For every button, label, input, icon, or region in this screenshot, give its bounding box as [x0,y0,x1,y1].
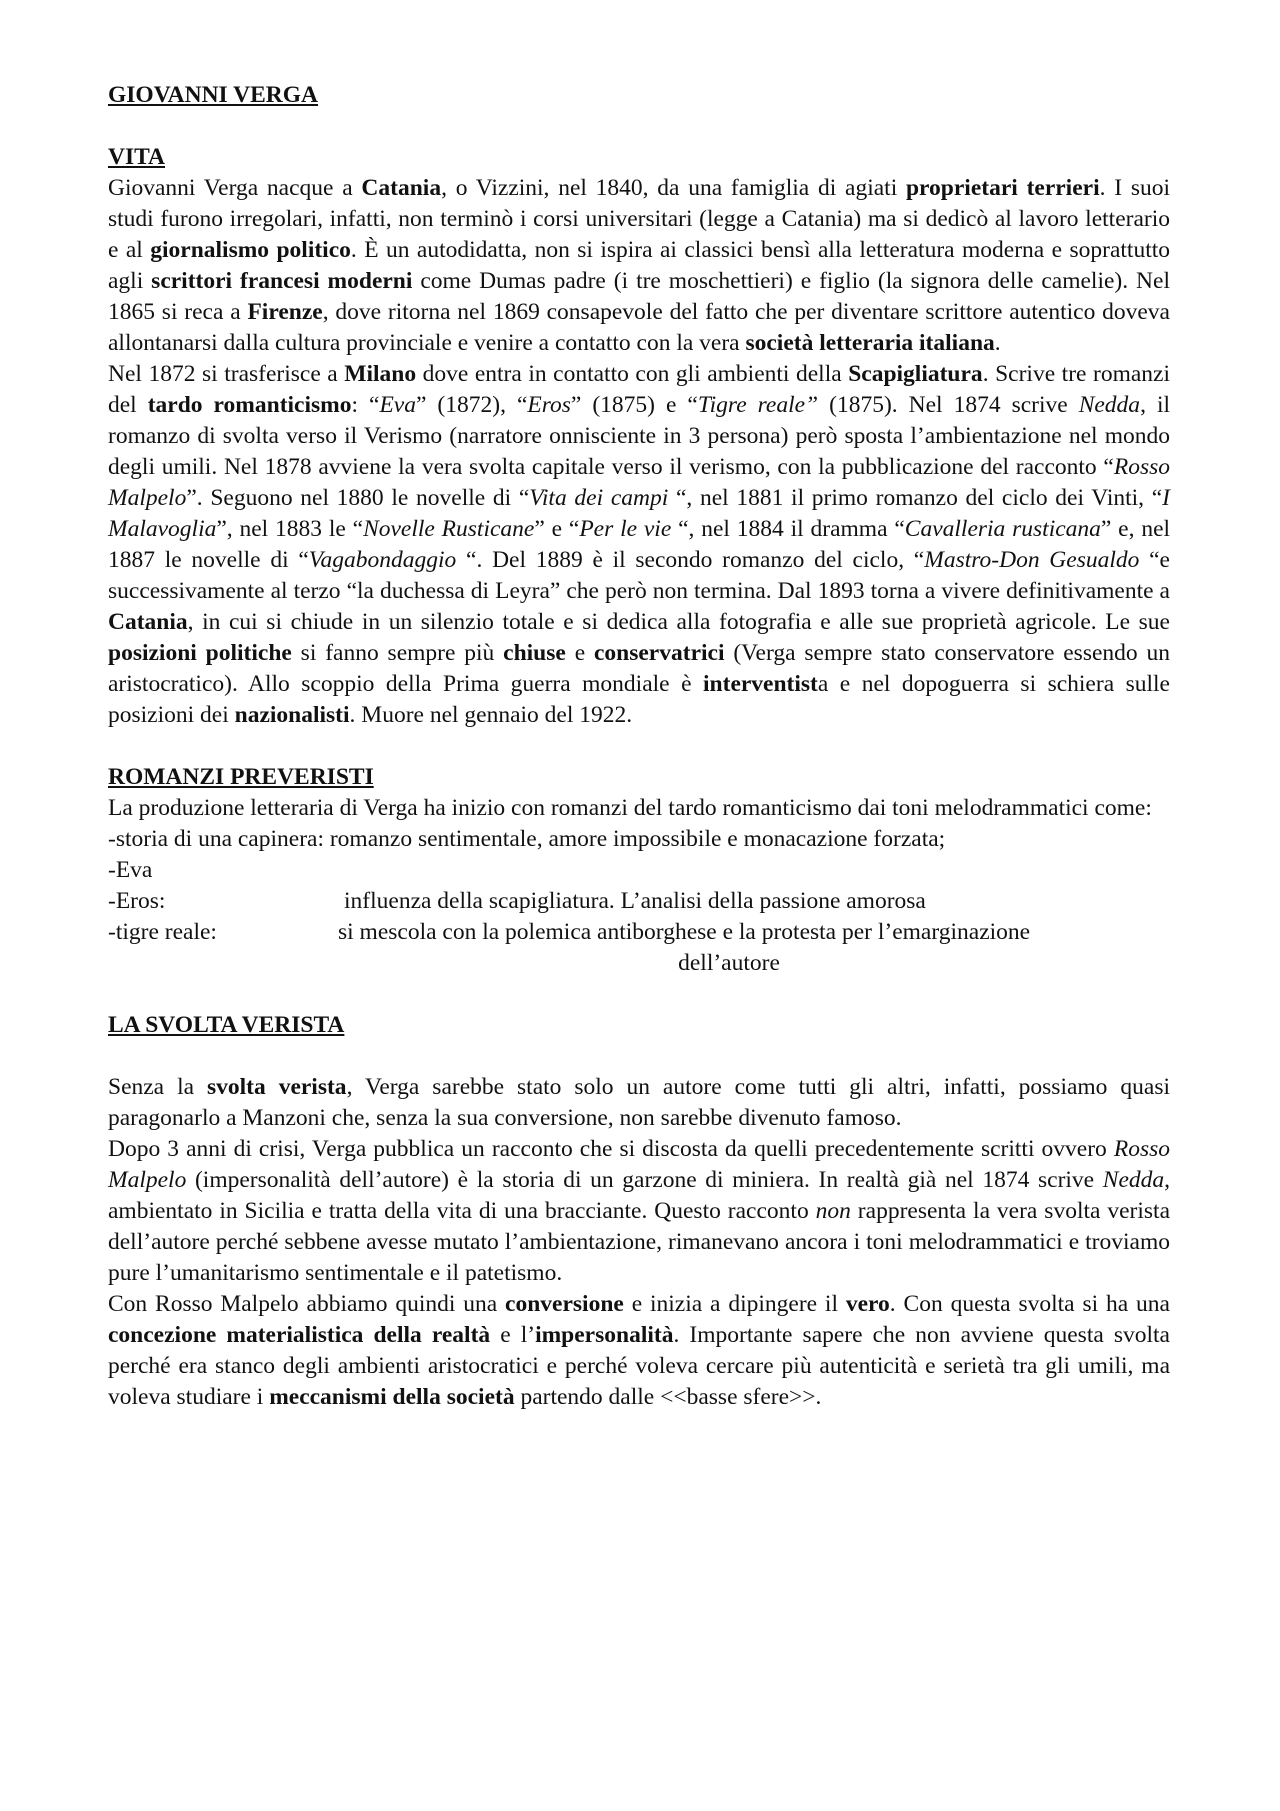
list-item: -storia di una capinera: romanzo sentimentale, amore impossibile e monacazione forzata; [108,826,946,852]
bold-text: concezione materialistica della realtà [108,1322,491,1348]
svolta-paragraph-3 [108,1289,1170,1413]
text-run: . [994,330,1001,356]
section-heading-vita: VITA [108,144,166,170]
text-run: ” (1875) e “ [570,392,698,418]
text-run: : “ [351,392,380,418]
list-item-description: si mescola con la polemica antiborghese e la protesta per l’emarginazione [338,919,1031,945]
section-heading-svolta: LA SVOLTA VERISTA [108,1012,345,1038]
text-run: . I suoi studi furono irregolari, infatti, non terminò i corsi universitari (legge a Catania) ma si dedicò al lavoro letterario e al [108,175,1171,263]
text-run: e inizia a dipingere il [623,1291,846,1317]
text-run: . Muore nel gennaio del 1922. [349,702,633,728]
bold-text: posizioni politiche [108,640,292,666]
text-run: , in cui si chiude in un silenzio totale e si dedica alla fotografia e alle sue proprietà agricole. Le sue [187,609,1170,635]
italic-text: Vagabondaggio [308,547,457,573]
text-run: ” (1872), “ [416,392,528,418]
bold-text: giornalismo politico [150,237,351,263]
bold-text: impersonalità [535,1322,674,1348]
text-run: a e nel dopoguerra si schiera sulle posizioni dei [108,671,1170,728]
vita-paragraph-2 [108,359,1170,731]
italic-text: Vita dei campi [529,485,669,511]
text-run: Giovanni Verga nacque a [108,175,362,201]
bold-text: interventist [703,671,818,697]
bold-text: conversione [505,1291,624,1317]
list-item [108,917,1170,948]
italic-text: Mastro-Don Gesualdo [924,547,1140,573]
italic-text: non [815,1198,851,1224]
document-title: GIOVANNI VERGA [108,82,319,108]
text-run: Senza la [108,1074,207,1100]
bold-text: Firenze [247,299,323,325]
italic-text: Tigre reale” [697,392,819,418]
text-run: . Con questa svolta si ha una [889,1291,1170,1317]
text-run: , o Vizzini, nel 1840, da una famiglia di agiati [441,175,906,201]
bold-text: società letteraria italiana [745,330,995,356]
text-run: partendo dalle <<basse sfere>>. [514,1384,822,1410]
text-run: “e successivamente al terzo “la duchessa di Leyra” che però non termina. Dal 1893 torna a vivere definitivamente a [108,547,1170,604]
text-run: dove entra in contatto con gli ambienti della [416,361,849,387]
bold-text: Catania [108,609,188,635]
section-heading-preveristi: ROMANZI PREVERISTI [108,764,374,790]
bold-text: meccanismi della società [269,1384,515,1410]
text-run: e l’ [490,1322,536,1348]
bold-text: proprietari terrieri [905,175,1100,201]
preveristi-intro: La produzione letteraria di Verga ha inizio con romanzi del tardo romanticismo dai toni melodrammatici come: [108,795,1152,821]
text-run: ” e, nel 1887 le novelle di “ [108,516,1171,573]
italic-text: Nedda [1102,1167,1165,1193]
text-run: , dove ritorna nel 1869 consapevole del fatto che per diventare scrittore autentico doveva allontanarsi dalla cultura provinciale e venire a contatto con la vera [108,299,1170,356]
text-run: come Dumas padre (i tre moschettieri) e figlio (la signora delle camelie). Nel 1865 si reca a [108,268,1170,325]
bold-text: scrittori francesi moderni [151,268,413,294]
text-run: . È un autodidatta, non si ispira ai classici bensì alla letteratura moderna e soprattutto agli [108,237,1170,294]
text-run: “, nel 1884 il dramma “ [671,516,905,542]
bold-text: Scapigliatura [848,361,983,387]
bold-text: Milano [344,361,417,387]
italic-text: Eros [527,392,571,418]
bold-text: svolta verista [206,1074,347,1100]
text-run: “, nel 1881 il primo romanzo del ciclo dei Vinti, “ [668,485,1163,511]
text-run: “. Del 1889 è il secondo romanzo del ciclo, “ [456,547,925,573]
bold-text: vero [845,1291,890,1317]
bold-text: chiuse [503,640,566,666]
text-run: , Verga sarebbe stato solo un autore come tutti gli altri, infatti, possiamo quasi paragonarlo a Manzoni che, senza la sua conversione, non sarebbe divenuto famoso. [108,1074,1170,1131]
text-run: rappresenta la vera svolta verista dell’autore perché sebbene avesse mutato l’ambientazione, rimanevano ancora i toni melodrammatici e troviamo pure l’umanitarismo sentimentale e il patetismo. [108,1198,1171,1286]
vita-paragraph-1 [108,173,1170,359]
text-run: ”. Seguono nel 1880 le novelle di “ [186,485,530,511]
bold-text: nazionalisti [234,702,350,728]
document-page [108,80,1170,1413]
list-item: -Eva [108,857,153,883]
italic-text: Cavalleria rusticana [904,516,1101,542]
italic-text: Rosso Malpelo [108,1136,1170,1193]
italic-text: I Malavoglia [108,485,1170,542]
italic-text: Nedda [1078,392,1141,418]
list-item-label: -tigre reale: [108,919,217,945]
text-run: (Verga sempre stato conservatore essendo un aristocratico). Allo scoppio della Prima guerra mondiale è [108,640,1170,697]
list-item-label: -Eros: [108,888,166,914]
text-run: Con Rosso Malpelo abbiamo quindi una [108,1291,506,1317]
text-run: e [565,640,594,666]
italic-text: Per le vie [579,516,672,542]
list-item-description-continued: dell’autore [678,950,780,976]
text-run: si fanno sempre più [291,640,504,666]
text-run: , ambientato in Sicilia e tratta della vita di una bracciante. Questo racconto [108,1167,1170,1224]
text-run: , il romanzo di svolta verso il Verismo (narratore onnisciente in 3 persona) però sposta l’ambientazione nel mondo degli umili. Nel 1878 avviene la vera svolta capitale verso il verismo, con la pubblicazione del racconto “ [108,392,1170,480]
svolta-paragraph-1 [108,1072,1170,1134]
text-run: (1875). Nel 1874 scrive [818,392,1079,418]
italic-text: Rosso Malpelo [108,454,1170,511]
list-item [108,886,1170,917]
text-run: . Importante sapere che non avviene questa svolta perché era stanco degli ambienti aristocratici e perché voleva cercare più autenticità e serietà tra gli umili, ma voleva studiare i [108,1322,1170,1410]
text-run: Dopo 3 anni di crisi, Verga pubblica un racconto che si discosta da quelli precedentemente scritti ovvero [108,1136,1114,1162]
list-item-description: influenza della scapigliatura. L’analisi della passione amorosa [344,888,926,914]
bold-text: tardo romanticismo [147,392,352,418]
svolta-paragraph-2 [108,1134,1170,1289]
italic-text: Eva [379,392,416,418]
text-run: (impersonalità dell’autore) è la storia di un garzone di miniera. In realtà già nel 1874 scrive [186,1167,1103,1193]
italic-text: Novelle Rusticane [363,516,535,542]
text-run: Nel 1872 si trasferisce a [108,361,345,387]
text-run: . Scrive tre romanzi del [108,361,1170,418]
bold-text: Catania [361,175,442,201]
text-run: ” e “ [534,516,580,542]
text-run: ”, nel 1883 le “ [216,516,364,542]
bold-text: conservatrici [593,640,725,666]
